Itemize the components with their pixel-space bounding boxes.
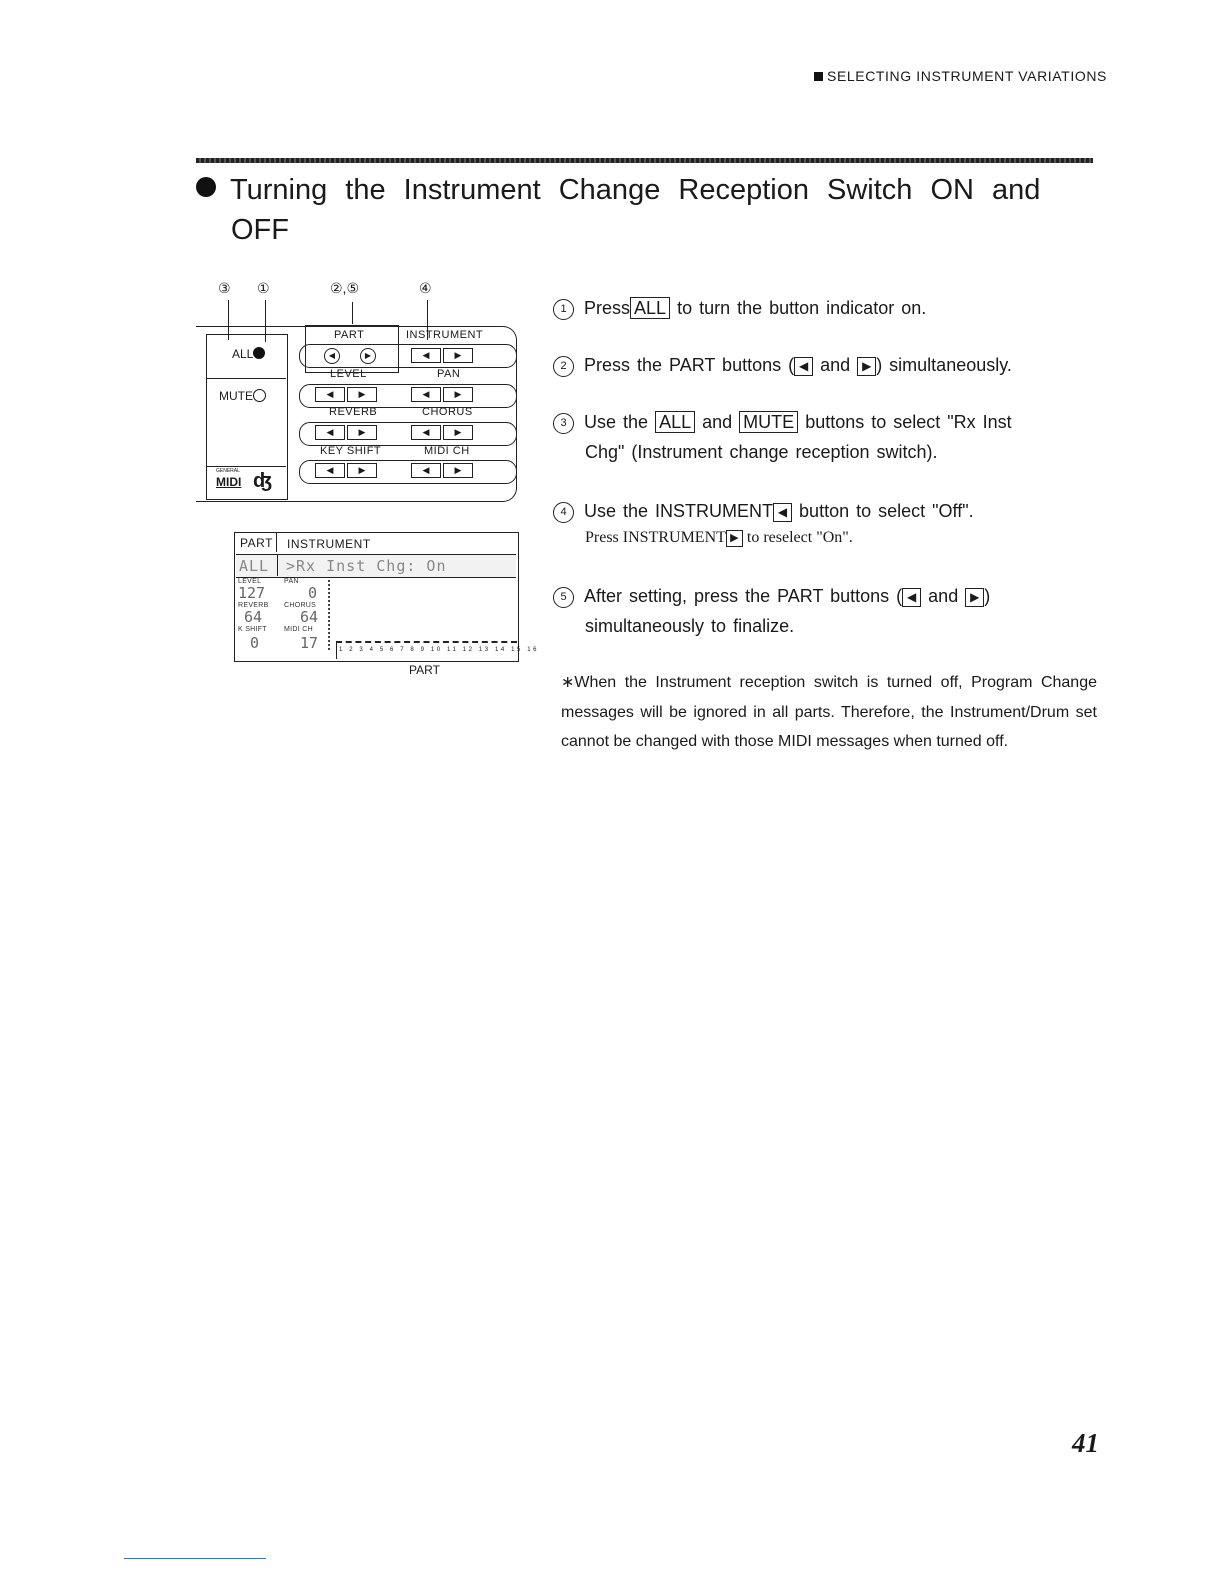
left-arrow-key-icon: ◀ <box>773 503 792 522</box>
step-text: Use the <box>584 412 649 432</box>
logo-divider <box>206 466 286 467</box>
all-key: ALL <box>630 297 670 319</box>
bullet-icon <box>196 177 216 197</box>
step-text: buttons to select "Rx Inst <box>805 412 1012 432</box>
step-5 <box>553 581 1098 641</box>
footnote: ∗When the Instrument reception switch is turned off, Program Change messages will be ignored in all parts. Therefore, the Instrument/Drum set cannot be changed with those MIDI messages when turned off. <box>561 674 1097 750</box>
lcd-level-value: 127 <box>238 584 266 602</box>
left-arrow-key-icon: ◀ <box>902 588 921 607</box>
right-arrow-key-icon: ▶ <box>965 588 984 607</box>
title-line-2: OFF <box>231 214 289 246</box>
indicator-off-icon <box>253 389 266 402</box>
footer-line <box>124 1558 266 1559</box>
step-1 <box>553 293 926 323</box>
midi-ch-right-button[interactable]: ▶ <box>443 463 473 478</box>
midi-logo: MIDI <box>216 475 242 489</box>
step-text: to turn the button indicator on. <box>677 298 927 318</box>
lcd-midich-label: MIDI CH <box>284 626 313 633</box>
gm-logo-icon: ʤ <box>253 470 272 492</box>
running-head <box>814 68 1107 84</box>
step-number: 4 <box>553 502 574 523</box>
lcd-instrument-label: INSTRUMENT <box>287 537 371 551</box>
subnote-text: to reselect "On". <box>746 529 853 546</box>
step-3 <box>553 407 1093 467</box>
indicator-on-icon <box>253 347 265 359</box>
left-arrow-key-icon: ◀ <box>794 357 813 376</box>
group-label-midi-ch: MIDI CH <box>424 445 470 457</box>
lcd-reverb-value: 64 <box>244 608 263 626</box>
step-4 <box>553 496 974 526</box>
key-shift-buttons <box>315 463 377 478</box>
section-title <box>196 170 1096 250</box>
level-right-button[interactable]: ▶ <box>347 387 377 402</box>
level-left-button[interactable]: ◀ <box>315 387 345 402</box>
step-text: After setting, press the PART buttons ( <box>584 586 903 606</box>
step-4-subnote <box>585 529 853 547</box>
step-text: ) simultaneously. <box>876 355 1012 375</box>
chorus-right-button[interactable]: ▶ <box>443 425 473 440</box>
gm-small-text: GENERAL <box>216 468 240 474</box>
title-line-1: Turning the Instrument Change Reception Switch ON and <box>230 174 1041 206</box>
chorus-left-button[interactable]: ◀ <box>411 425 441 440</box>
pan-right-button[interactable]: ▶ <box>443 387 473 402</box>
step-text-line-2: simultaneously to finalize. <box>585 616 795 636</box>
midi-ch-buttons <box>411 463 473 478</box>
group-label-key-shift: KEY SHIFT <box>320 445 382 457</box>
group-label-part: PART <box>334 329 365 341</box>
right-arrow-key-icon: ▶ <box>857 357 876 376</box>
lcd-midich-value: 17 <box>300 634 319 652</box>
key-shift-right-button[interactable]: ▶ <box>347 463 377 478</box>
lcd-part-label: PART <box>240 536 273 550</box>
mute-label: MUTE <box>219 389 253 403</box>
page-number: 41 <box>1072 1428 1099 1458</box>
step-text: Press <box>584 298 631 318</box>
lcd-all-text: ALL <box>239 557 270 575</box>
part-right-button[interactable]: ▶ <box>360 348 376 364</box>
part-buttons <box>324 348 376 364</box>
step-2 <box>553 350 1012 380</box>
pan-left-button[interactable]: ◀ <box>411 387 441 402</box>
step-number: 2 <box>553 356 574 377</box>
callout-1: ① <box>257 280 270 296</box>
step-text: and <box>702 412 733 432</box>
lcd-level-label: LEVEL <box>238 578 262 585</box>
mute-button[interactable] <box>219 389 266 403</box>
instrument-left-button[interactable]: ◀ <box>411 348 441 363</box>
all-key: ALL <box>655 411 695 433</box>
group-label-reverb: REVERB <box>329 406 378 418</box>
mute-key: MUTE <box>739 411 798 433</box>
lcd-dotted-separator <box>328 580 330 650</box>
callout-3: ③ <box>218 280 231 296</box>
lcd-part-numbers: 1 2 3 4 5 6 7 8 9 10 11 12 13 14 15 16 <box>339 647 540 653</box>
lcd-pan-value: 0 <box>308 584 318 602</box>
lcd-kshift-label: K SHIFT <box>238 626 267 633</box>
lcd-divider <box>277 554 278 576</box>
lcd-parameter-text: >Rx Inst Chg: On <box>286 557 447 575</box>
midi-ch-left-button[interactable]: ◀ <box>411 463 441 478</box>
instrument-buttons <box>411 348 473 363</box>
group-label-chorus: CHORUS <box>422 406 473 418</box>
chorus-buttons <box>411 425 473 440</box>
part-left-button[interactable]: ◀ <box>324 348 340 364</box>
callout-4: ④ <box>419 280 432 296</box>
step-text: and <box>928 586 959 606</box>
step-text: button to select "Off". <box>799 501 974 521</box>
leader-line <box>352 302 353 324</box>
reverb-left-button[interactable]: ◀ <box>315 425 345 440</box>
lcd-reverb-label: REVERB <box>238 602 269 609</box>
step-text: Use the INSTRUMENT <box>584 501 774 521</box>
square-bullet-icon <box>814 72 823 81</box>
running-head-text: SELECTING INSTRUMENT VARIATIONS <box>827 68 1107 84</box>
right-arrow-key-icon: ▶ <box>726 530 743 547</box>
group-label-instrument: INSTRUMENT <box>406 329 484 341</box>
level-buttons <box>315 387 377 402</box>
all-button[interactable] <box>232 347 265 361</box>
step-text: ) <box>984 586 991 606</box>
step-number: 3 <box>553 413 574 434</box>
step-text-line-2: Chg" (Instrument change reception switch). <box>585 442 938 462</box>
lcd-kshift-value: 0 <box>250 634 260 652</box>
step-text: and <box>820 355 851 375</box>
callout-2-5: ②,⑤ <box>330 280 359 296</box>
lcd-bottom-part-label: PART <box>409 663 440 677</box>
step-number: 1 <box>553 299 574 320</box>
step-text: Press the PART buttons ( <box>584 355 795 375</box>
pan-buttons <box>411 387 473 402</box>
group-label-level: LEVEL <box>330 368 367 380</box>
all-label: ALL <box>232 347 254 361</box>
section-rule <box>196 158 1093 163</box>
instrument-right-button[interactable]: ▶ <box>443 348 473 363</box>
lcd-chorus-value: 64 <box>300 608 319 626</box>
lcd-chorus-label: CHORUS <box>284 602 317 609</box>
group-label-pan: PAN <box>437 368 461 380</box>
step-number: 5 <box>553 587 574 608</box>
subnote-text: Press INSTRUMENT <box>585 529 726 546</box>
key-shift-left-button[interactable]: ◀ <box>315 463 345 478</box>
reverb-right-button[interactable]: ▶ <box>347 425 377 440</box>
lcd-pan-label: PAN <box>284 578 299 585</box>
reverb-buttons <box>315 425 377 440</box>
